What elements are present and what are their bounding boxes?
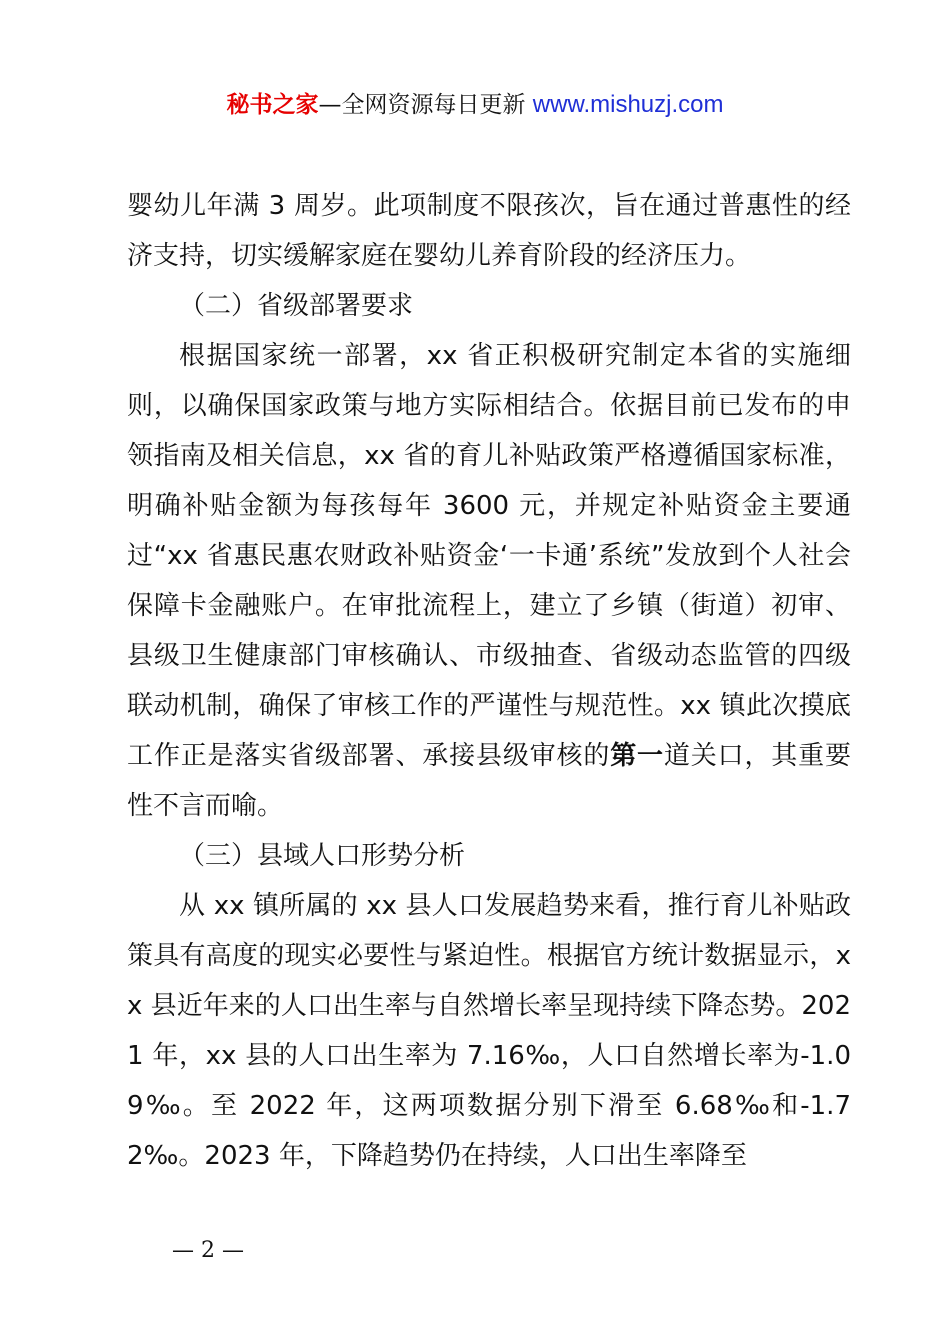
bold-emphasis: 第一 — [610, 741, 664, 771]
paragraph-provincial — [127, 331, 851, 831]
paragraph-provincial-text: 根据国家统一部署，xx 省正积极研究制定本省的实施细则，以确保国家政策与地方实际相结合。依据目前已发布的申领指南及相关信息，xx 省的育儿补贴政策严格遵循国家标准，明确补贴金额为每孩每年 3600 元，并规定补贴资金主要通过“xx 省惠民惠农财政补贴资金‘一卡通’系统”发放到个人社会保障卡金融账户。在审批流程上，建立了乡镇（街道）初审、县级卫生健康部门审核确认、市级抽查、省级动态监管的四级联动机制，确保了审核工作的严谨性与规范性。xx 镇此次摸底工作正是落实省级部署、承接县级审核的 — [127, 341, 851, 771]
paragraph-continuation: 婴幼儿年满 3 周岁。此项制度不限孩次，旨在通过普惠性的经济支持，切实缓解家庭在婴幼儿养育阶段的经济压力。 — [127, 191, 851, 271]
section-heading-county: （三）县域人口形势分析 — [179, 841, 466, 871]
paragraph-county: 从 xx 镇所属的 xx 县人口发展趋势来看，推行育儿补贴政策具有高度的现实必要性与紧迫性。根据官方统计数据显示，xx 县近年来的人口出生率与自然增长率呈现持续下降态势。2021 年，xx 县的人口出生率为 7.16‰，人口自然增长率为-1.09‰。至 2022 年，这两项数据分别下滑至 6.68‰和-1.72‰。2023 年，下降趋势仍在持续，人口出生率降至 — [127, 891, 851, 1171]
page-number: — 2 — — [172, 1238, 244, 1263]
header-tagline: —全网资源每日更新 — [318, 92, 526, 118]
site-url-link[interactable]: www.mishuzj.com — [532, 91, 724, 118]
site-header-banner — [0, 88, 950, 122]
brand-name: 秘书之家 — [226, 92, 319, 118]
section-heading-provincial: （二）省级部署要求 — [179, 291, 414, 321]
document-body — [127, 181, 851, 1181]
paragraph-provincial-ending: 道关口，其重要性不言而喻。 — [127, 741, 851, 821]
